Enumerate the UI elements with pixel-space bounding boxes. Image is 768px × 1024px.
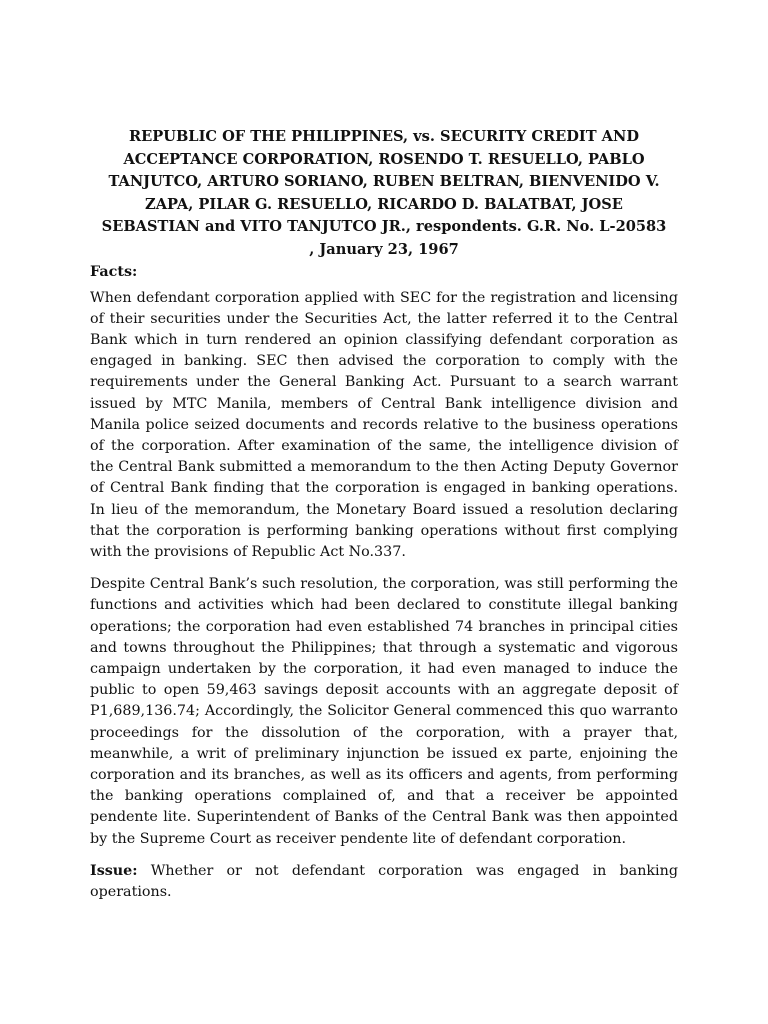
issue-text: Whether or not defendant corporation was engaged in banking operations. — [90, 862, 678, 901]
issue-label: Issue: — [90, 862, 138, 879]
facts-paragraph-2: Despite Central Bank’s such resolution, the corporation, was still performing the functions and activities which had been declared to constitute illegal banking operations; the corporation had even established 74 branches in principal cities and towns throughout the Philippines; that through a systematic and vigorous campaign undertaken by the corporation, it had even managed to induce the public to open 59,463 savings deposit accounts with an aggregate deposit of P1,689,136.74; Accordingly, the Solicitor General commenced this quo warranto proceedings for the dissolution of the corporation, with a prayer that, meanwhile, a writ of preliminary injunction be issued ex parte, enjoining the corporation and its branches, as well as its officers and agents, from performing the banking operations complained of, and that a receiver be appointed pendente lite. Superintendent of Banks of the Central Bank was then appointed by the Supreme Court as receiver pendente lite of defendant corporation. — [90, 576, 678, 847]
issue-paragraph — [90, 861, 678, 903]
facts-paragraph-1: When defendant corporation applied with SEC for the registration and licensing of their securities under the Securities Act, the latter referred it to the Central Bank which in turn rendered an opinion classifying defendant corporation as engaged in banking. SEC then advised the corporation to comply with the requirements under the General Banking Act. Pursuant to a search warrant issued by MTC Manila, members of Central Bank intelligence division and Manila police seized documents and records relative to the business operations of the corporation. After examination of the same, the intelligence division of the Central Bank submitted a memorandum to the then Acting Deputy Governor of Central Bank finding that the corporation is engaged in banking operations. In lieu of the memorandum, the Monetary Board issued a resolution declaring that the corporation is performing banking operations without first complying with the provisions of Republic Act No.337. — [90, 289, 678, 560]
facts-heading: Facts: — [90, 263, 138, 280]
case-title: REPUBLIC OF THE PHILIPPINES, vs. SECURITY CREDIT AND ACCEPTANCE CORPORATION, ROSENDO T. RESUELLO, PABLO TANJUTCO, ARTURO SORIANO, RUBEN BELTRAN, BIENVENIDO V. ZAPA, PILAR G. RESUELLO, RICARDO D. BALATBAT, JOSE SEBASTIAN and VITO TANJUTCO JR., respondents. G.R. No. L-20583 , January 23, 1967 — [101, 128, 667, 258]
